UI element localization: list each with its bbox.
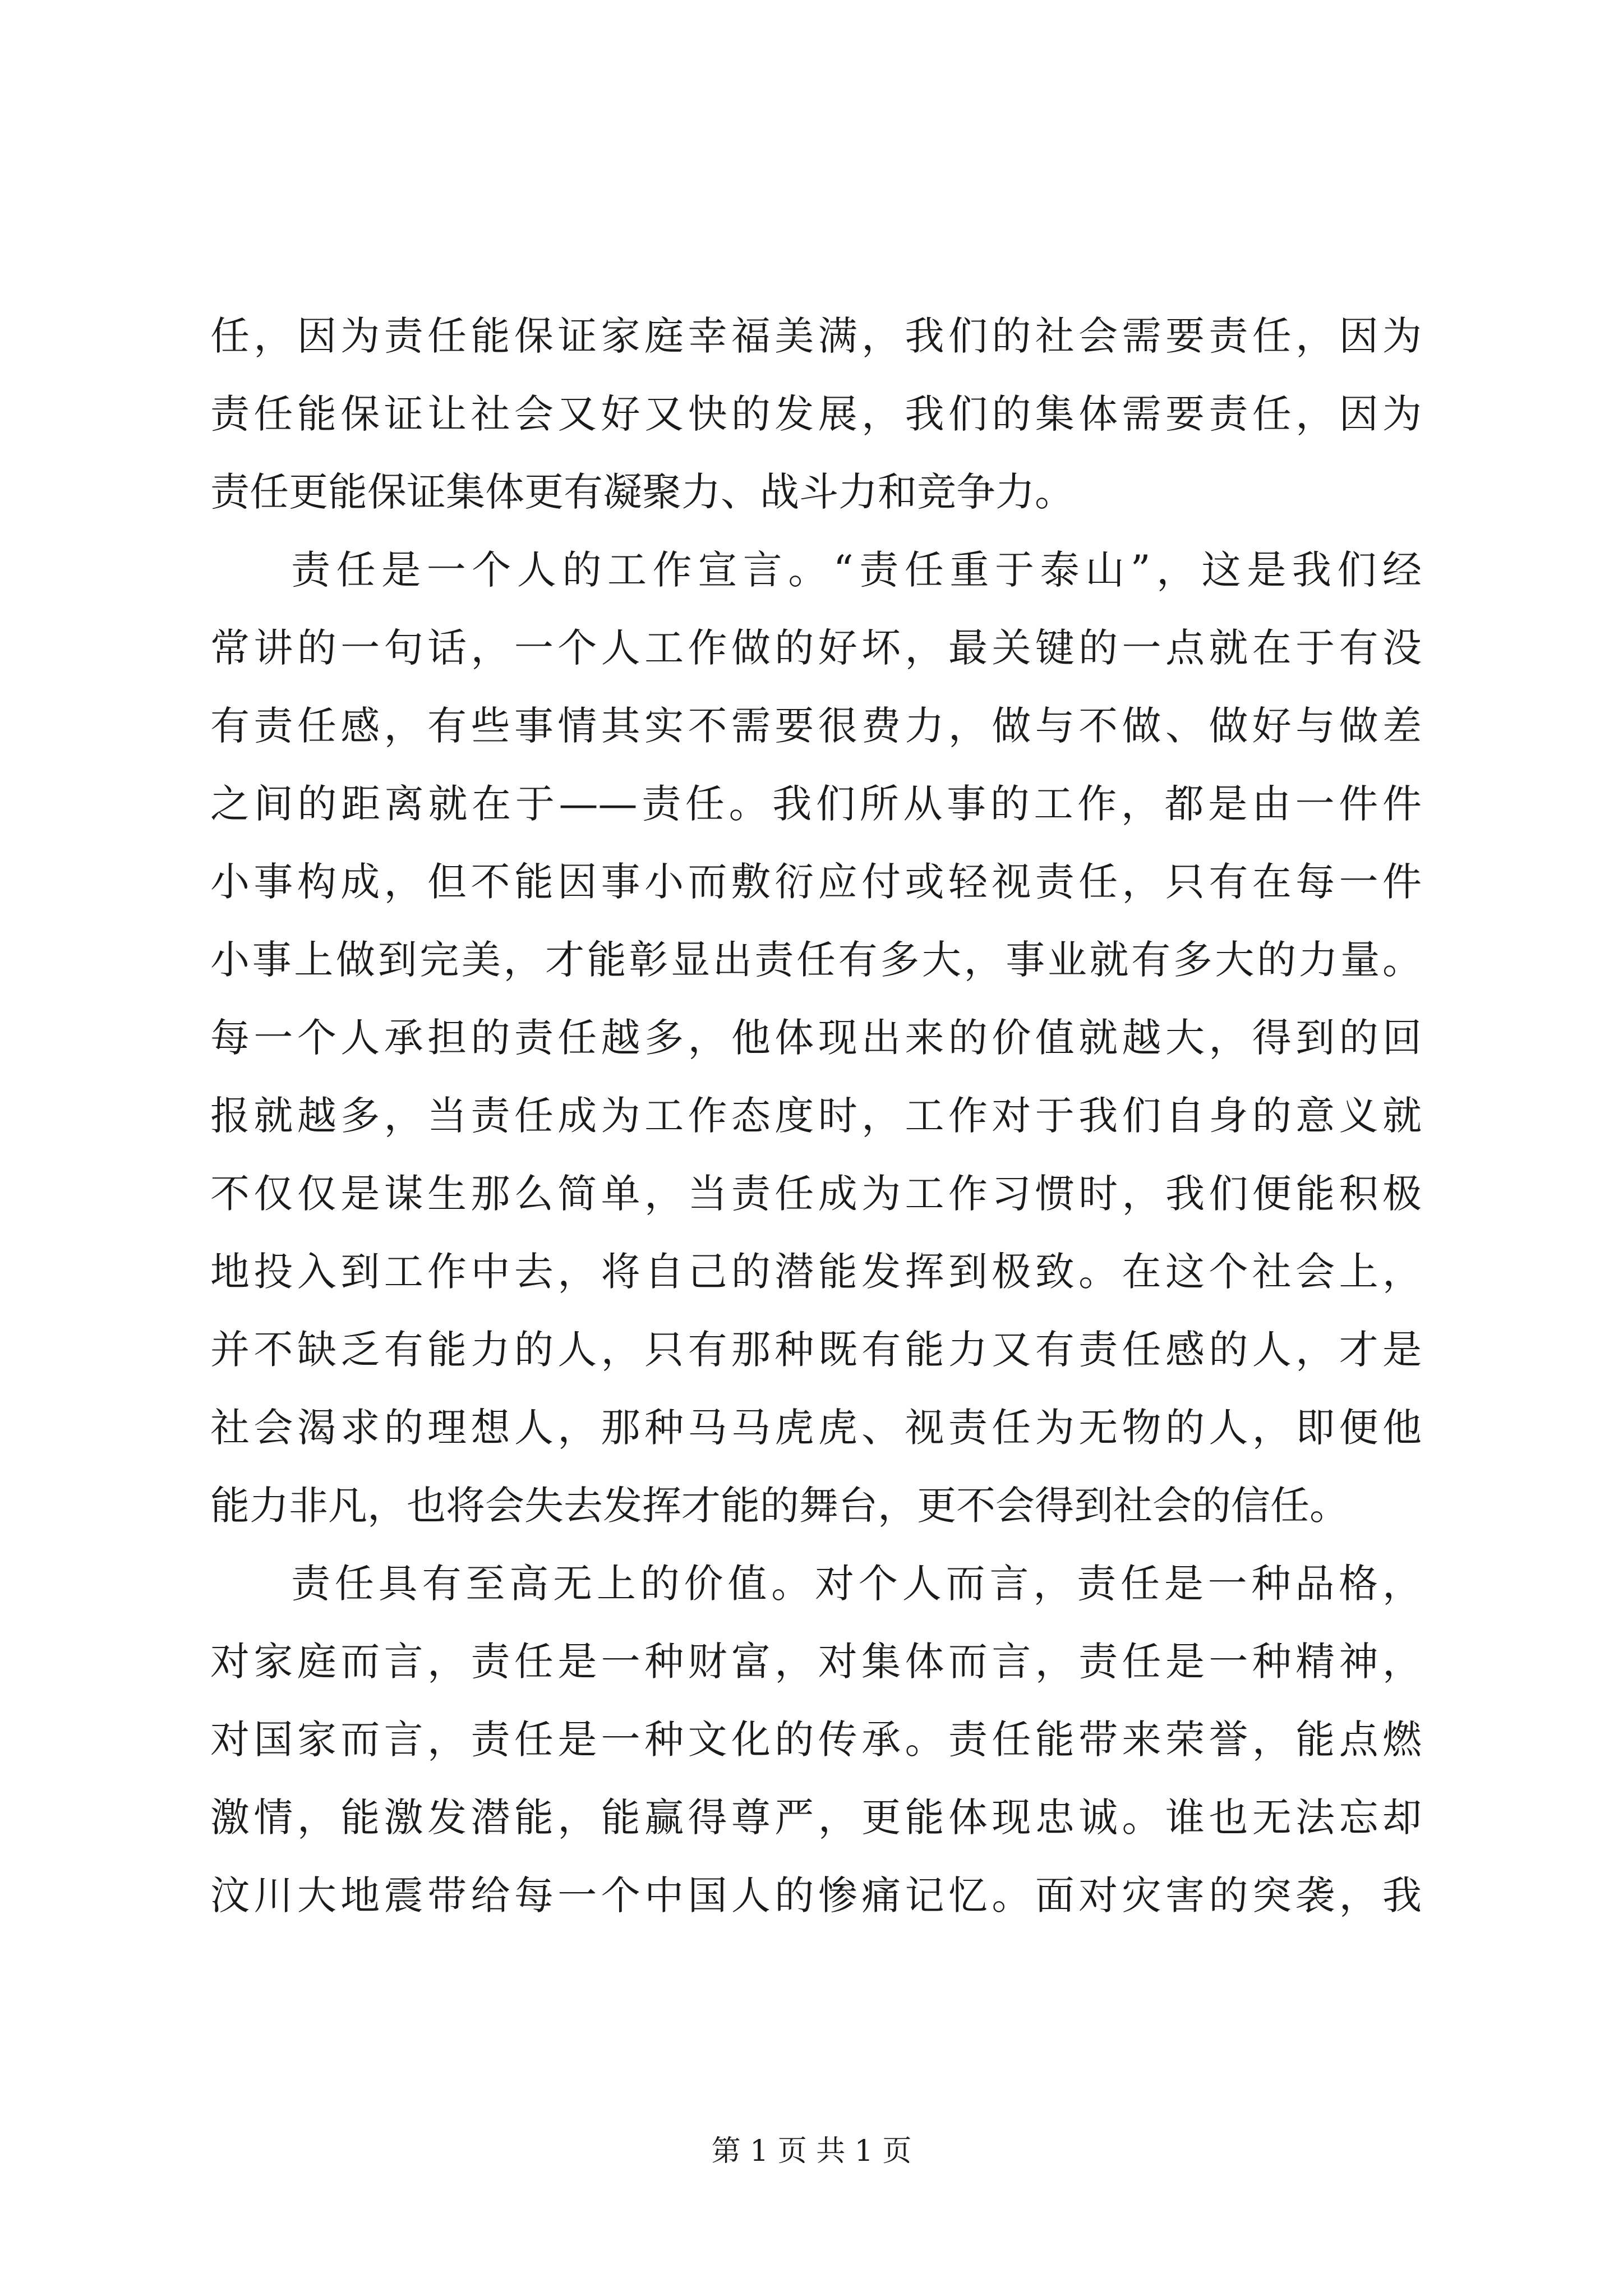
text-line: 社会渴求的理想人，那种马马虎虎、视责任为无物的人，即便他	[210, 1405, 1422, 1451]
text-line: 之间的距离就在于——责任。我们所从事的工作，都是由一件件	[210, 781, 1422, 827]
text-line: 地投入到工作中去，将自己的潜能发挥到极致。在这个社会上，	[210, 1249, 1422, 1295]
text-line: 责任更能保证集体更有凝聚力、战斗力和竞争力。	[210, 469, 1074, 515]
page-footer: 第 1 页 共 1 页	[711, 2134, 912, 2168]
text-line: 任，因为责任能保证家庭幸福美满，我们的社会需要责任，因为	[210, 313, 1422, 359]
text-line: 每一个人承担的责任越多，他体现出来的价值就越大，得到的回	[210, 1015, 1422, 1061]
text-line: 常讲的一句话，一个人工作做的好坏，最关键的一点就在于有没	[210, 625, 1422, 671]
text-line: 并不缺乏有能力的人，只有那种既有能力又有责任感的人，才是	[210, 1327, 1422, 1373]
text-line: 激情，能激发潜能，能赢得尊严，更能体现忠诚。谁也无法忘却	[210, 1795, 1422, 1841]
paragraph-first-line: 责任是一个人的工作宣言。“责任重于泰山”，这是我们经	[291, 547, 1422, 593]
text-line: 对家庭而言，责任是一种财富，对集体而言，责任是一种精神，	[210, 1639, 1422, 1685]
text-line: 汶川大地震带给每一个中国人的惨痛记忆。面对灾害的突袭，我	[210, 1872, 1422, 1918]
text-line: 有责任感，有些事情其实不需要很费力，做与不做、做好与做差	[210, 703, 1422, 749]
document-body	[210, 297, 1422, 1935]
text-line: 报就越多，当责任成为工作态度时，工作对于我们自身的意义就	[210, 1093, 1422, 1139]
text-line: 对国家而言，责任是一种文化的传承。责任能带来荣誉，能点燃	[210, 1717, 1422, 1763]
text-line: 不仅仅是谋生那么简单，当责任成为工作习惯时，我们便能积极	[210, 1171, 1422, 1217]
text-line: 小事上做到完美，才能彰显出责任有多大，事业就有多大的力量。	[210, 937, 1422, 983]
paragraph-first-line: 责任具有至高无上的价值。对个人而言，责任是一种品格，	[291, 1561, 1422, 1607]
text-line: 责任能保证让社会又好又快的发展，我们的集体需要责任，因为	[210, 391, 1422, 437]
text-line: 小事构成，但不能因事小而敷衍应付或轻视责任，只有在每一件	[210, 859, 1422, 905]
text-line: 能力非凡，也将会失去发挥才能的舞台，更不会得到社会的信任。	[210, 1483, 1349, 1529]
